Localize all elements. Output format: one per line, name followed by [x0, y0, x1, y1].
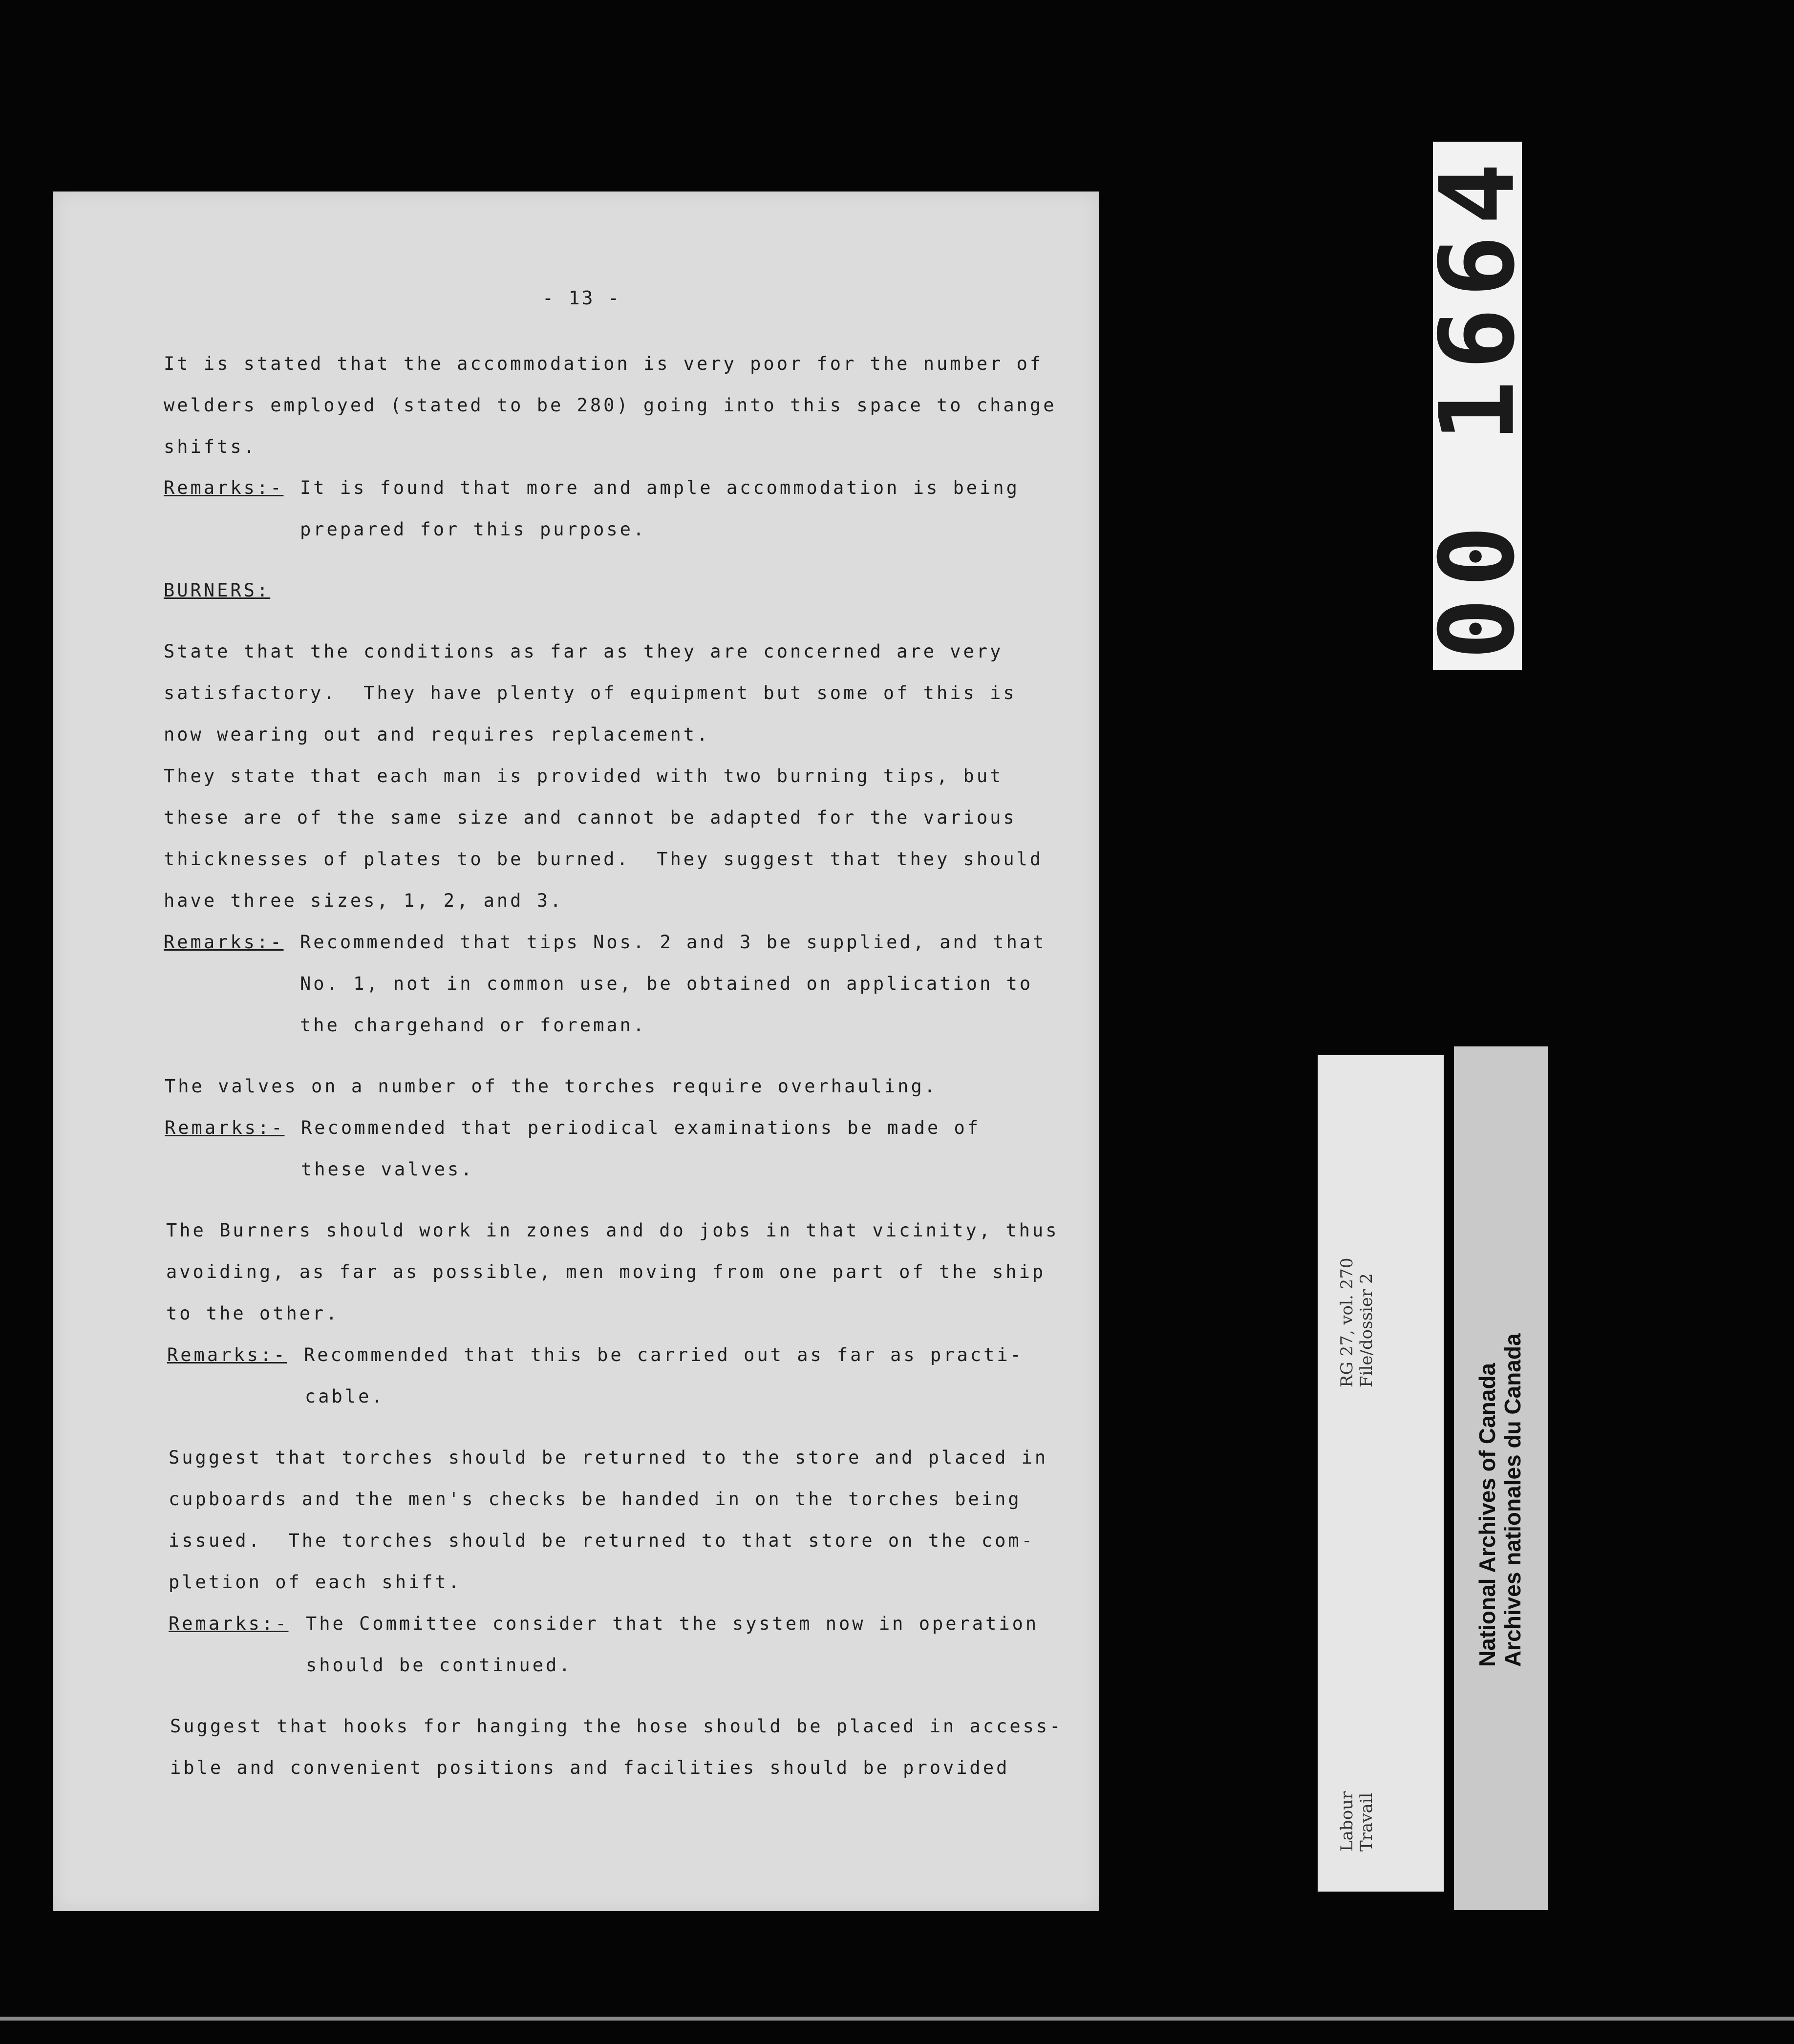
archives-line: National Archives of Canada	[1474, 1363, 1500, 1667]
doc-line: welders employed (stated to be 280) going into this space to change	[164, 395, 1057, 416]
doc-line: these are of the same size and cannot be adapted for the various	[164, 807, 1017, 828]
section-heading-burners: BURNERS:	[164, 580, 271, 601]
doc-line: Recommended that periodical examinations be made of	[301, 1117, 981, 1138]
doc-line: satisfactory. They have plenty of equipment but some of this is	[164, 682, 1017, 703]
page-number: - 13 -	[542, 287, 621, 309]
doc-line: The Burners should work in zones and do jobs in that vicinity, thus	[166, 1220, 1059, 1241]
doc-line: No. 1, not in common use, be obtained on application to	[300, 973, 1033, 994]
doc-line: have three sizes, 1, 2, and 3.	[164, 890, 564, 911]
doc-line: The Committee consider that the system now in operation	[306, 1613, 1039, 1634]
reference-label-card	[1318, 1055, 1444, 1892]
doc-line: the chargehand or foreman.	[300, 1015, 647, 1036]
reference-line: Labour	[1337, 1791, 1357, 1852]
reference-line: File/dossier 2	[1357, 1273, 1376, 1387]
doc-line: prepared for this purpose.	[300, 519, 647, 540]
reference-line: Travail	[1357, 1792, 1376, 1852]
doc-line: Suggest that hooks for hanging the hose should be placed in access-	[170, 1716, 1063, 1737]
doc-line: should be continued.	[306, 1655, 573, 1676]
archives-label-card	[1454, 1046, 1548, 1910]
doc-line: avoiding, as far as possible, men moving from one part of the ship	[166, 1261, 1046, 1282]
doc-line: They state that each man is provided with two burning tips, but	[164, 766, 1004, 787]
doc-line: The valves on a number of the torches require overhauling.	[165, 1076, 938, 1097]
doc-line: ible and convenient positions and facilities should be provided	[170, 1757, 1010, 1778]
doc-line: to the other.	[166, 1303, 340, 1324]
doc-line: now wearing out and requires replacement.	[164, 724, 710, 745]
remarks-label: Remarks:-	[165, 1117, 285, 1138]
doc-line: shifts.	[164, 436, 257, 457]
doc-line: It is found that more and ample accommodation is being	[300, 477, 1020, 498]
doc-line: State that the conditions as far as they are concerned are very	[164, 641, 1004, 662]
doc-line: cupboards and the men's checks be handed in on the torches being	[169, 1489, 1022, 1510]
remarks-label: Remarks:-	[167, 1344, 287, 1365]
doc-line: pletion of each shift.	[169, 1572, 462, 1593]
reference-line: RG 27, vol. 270	[1337, 1257, 1357, 1387]
doc-line: thicknesses of plates to be burned. They suggest that they should	[164, 849, 1044, 870]
doc-line: It is stated that the accommodation is very poor for the number of	[164, 353, 1044, 374]
doc-line: Recommended that this be carried out as far as practi-	[304, 1344, 1024, 1365]
frame-number: 00 1664	[1417, 152, 1538, 660]
doc-line: issued. The torches should be returned to that store on the com-	[169, 1530, 1035, 1551]
remarks-label: Remarks:-	[164, 932, 284, 953]
doc-line: Suggest that torches should be returned to the store and placed in	[169, 1447, 1048, 1468]
frame-number-strip	[1417, 142, 1538, 670]
doc-line: Recommended that tips Nos. 2 and 3 be supplied, and that	[300, 932, 1046, 953]
film-edge-rule	[0, 2017, 1794, 2021]
remarks-label: Remarks:-	[164, 477, 284, 498]
doc-line: cable.	[305, 1386, 385, 1407]
doc-line: these valves.	[301, 1159, 474, 1180]
remarks-label: Remarks:-	[169, 1613, 289, 1634]
archives-line: Archives nationales du Canada	[1500, 1333, 1525, 1667]
